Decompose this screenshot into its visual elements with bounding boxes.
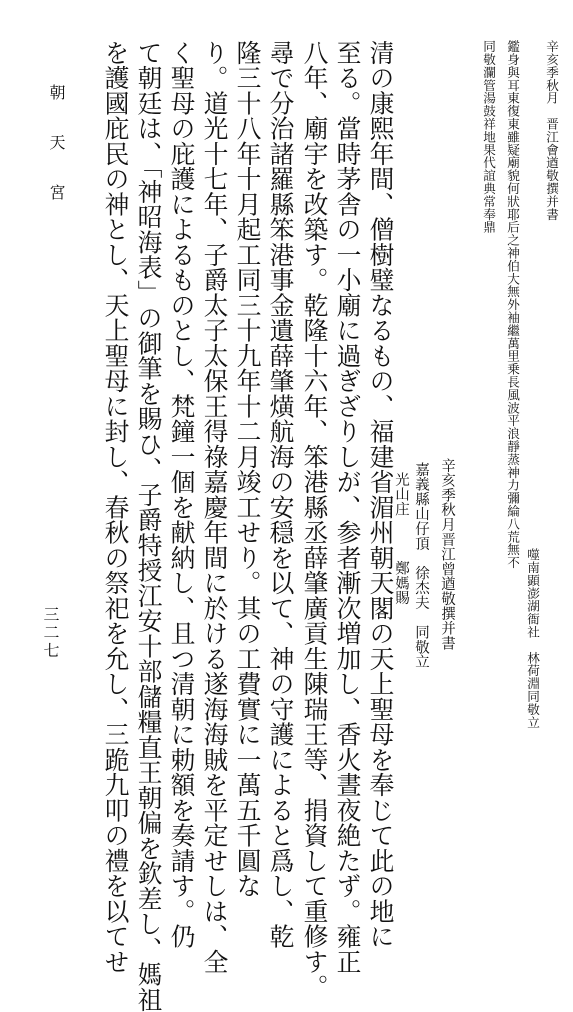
body-text-line: 八年、廟宇を改築す。乾隆十六年、笨港縣丞薛肇廣貢生陳瑞王等、捐資して重修す。	[300, 40, 329, 1000]
body-text-line: て朝廷は、「神昭海表」の御筆を賜ひ、子爵特授江安十部儲糧直王朝偏を欽差し、媽祖	[134, 40, 163, 1012]
inscription-date-line: 辛亥季秋月晋江曾遒敬撰并書	[439, 458, 455, 651]
page-number: 三二七	[41, 606, 60, 660]
body-text-line: を護國庇民の神とし、天上聖母に封し、春秋の祭祀を允し、三跪九叩の禮を以てせ	[101, 40, 130, 975]
running-title: 朝天宮	[47, 84, 66, 234]
inscription-line: 鑑身與耳東復東雖疑廟貌何狀耶后之神伯大無外袖繼萬里乗長風波平浪靜蒸神力彌綸八荒無不	[505, 40, 520, 569]
body-text-line: く聖母の庇護によるものとし、梵鐘一個を献納し、且つ清朝に勅額を奏請す。仍	[167, 40, 196, 949]
inscription-line: 同敬瀾管湯鼓祥地果代誼典常奉鼎	[481, 40, 496, 234]
body-text-line: り。道光十七年、子爵太子太保王得祿嘉慶年間に於ける遂海海賊を平定せしは、全	[200, 40, 229, 975]
body-text-line: 清の康熙年間、僧樹璧なるもの、福建省湄州朝天閣の天上聖母を奉じて此の地に	[366, 40, 395, 949]
inscription-donor-line: 噬南顕澎湖衙社 林荷淵同敬立	[525, 548, 540, 729]
inscription-date-line: 辛亥季秋月 晋江會遒敬撰并書	[544, 40, 559, 221]
body-text-line: 至る。當時茅舎の一小廟に過ぎざりしが、参者漸次増加し、香火晝夜絶たず。雍正	[333, 40, 362, 975]
body-text-line: 尋で分治諸羅縣笨港事金遺薛肇熿航海の安穏を以て、神の守護によると爲し、乾	[266, 40, 295, 949]
body-text-line: 隆三十八年十月起工同三十九年十二月竣工せり。其の工費實に一萬五千圓な	[233, 40, 262, 899]
inscription-donor-line: 光山庄 鄭媽賜	[393, 472, 409, 606]
inscription-donor-line: 嘉義縣山仔頂 徐杰夫 同敬立	[413, 462, 429, 670]
